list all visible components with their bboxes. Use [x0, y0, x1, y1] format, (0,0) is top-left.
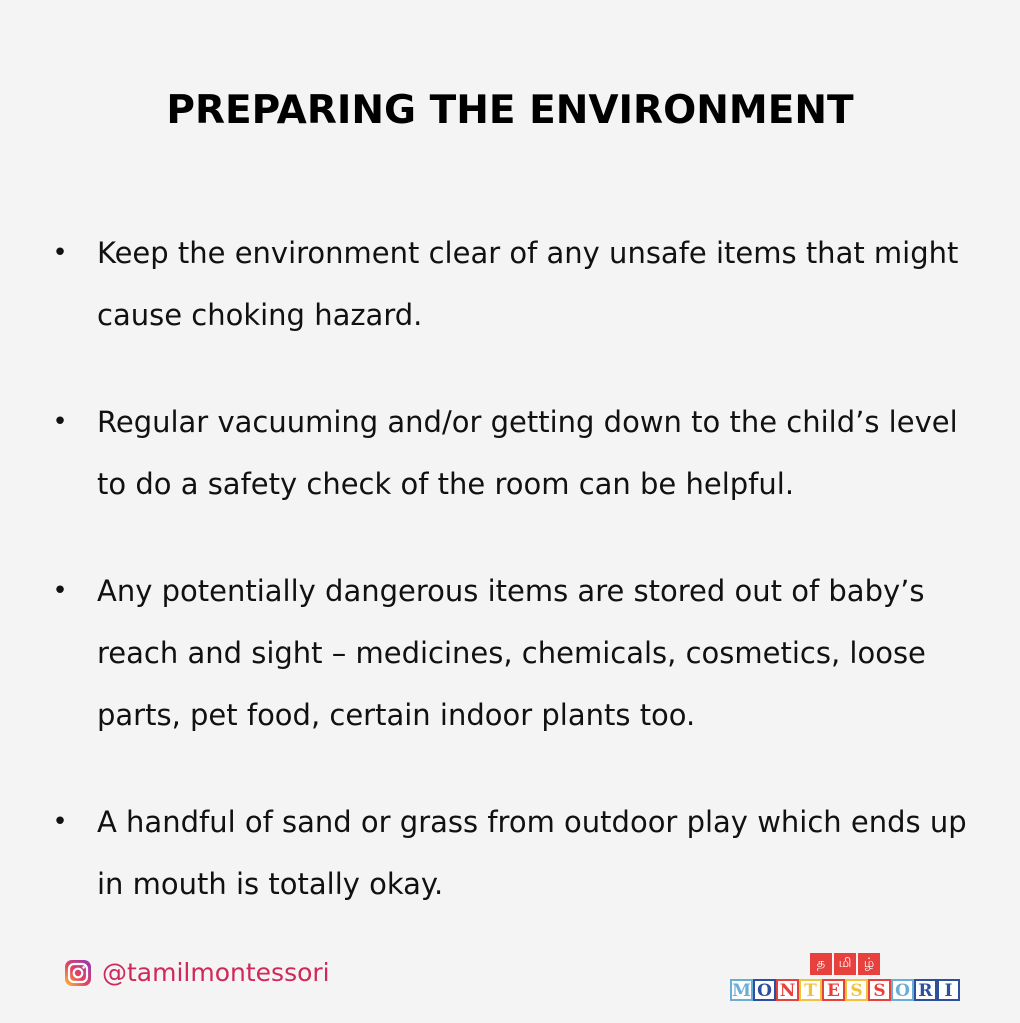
- logo-tile: மி: [834, 953, 856, 975]
- list-item: [52, 560, 982, 746]
- logo-letter: N: [776, 979, 799, 1001]
- bullet-text: Any potentially dangerous items are stored out of baby’s reach and sight – medicines, chemicals, cosmetics, loose parts, pet food, certain indoor plants too.: [97, 574, 926, 732]
- bullet-marker: •: [52, 807, 68, 837]
- logo-letter: R: [914, 979, 937, 1001]
- logo-tamil-row: [810, 953, 880, 975]
- logo-letter: E: [822, 979, 845, 1001]
- list-item: [52, 391, 982, 515]
- logo-letter: O: [891, 979, 914, 1001]
- logo-letter: S: [868, 979, 891, 1001]
- instagram-handle[interactable]: [64, 958, 330, 987]
- logo-letter: I: [937, 979, 960, 1001]
- bullet-marker: •: [52, 238, 68, 268]
- instagram-icon: [64, 959, 92, 987]
- logo-letter: T: [799, 979, 822, 1001]
- logo-letter: O: [753, 979, 776, 1001]
- logo-montessori-row: [730, 979, 960, 1001]
- logo-letter: S: [845, 979, 868, 1001]
- bullet-text: A handful of sand or grass from outdoor play which ends up in mouth is totally okay.: [97, 805, 967, 901]
- bullet-list: [52, 222, 982, 960]
- list-item: [52, 222, 982, 346]
- bullet-text: Keep the environment clear of any unsafe items that might cause choking hazard.: [97, 236, 959, 332]
- logo-tile: த: [810, 953, 832, 975]
- handle-text: @tamilmontessori: [102, 958, 330, 987]
- tamil-montessori-logo: [730, 953, 960, 1005]
- bullet-marker: •: [52, 407, 68, 437]
- page-title: PREPARING THE ENVIRONMENT: [166, 88, 854, 133]
- logo-tile: ழ்: [858, 953, 880, 975]
- bullet-marker: •: [52, 576, 68, 606]
- logo-letter: M: [730, 979, 753, 1001]
- bullet-text: Regular vacuuming and/or getting down to the child’s level to do a safety check of the room can be helpful.: [97, 405, 958, 501]
- list-item: [52, 791, 982, 915]
